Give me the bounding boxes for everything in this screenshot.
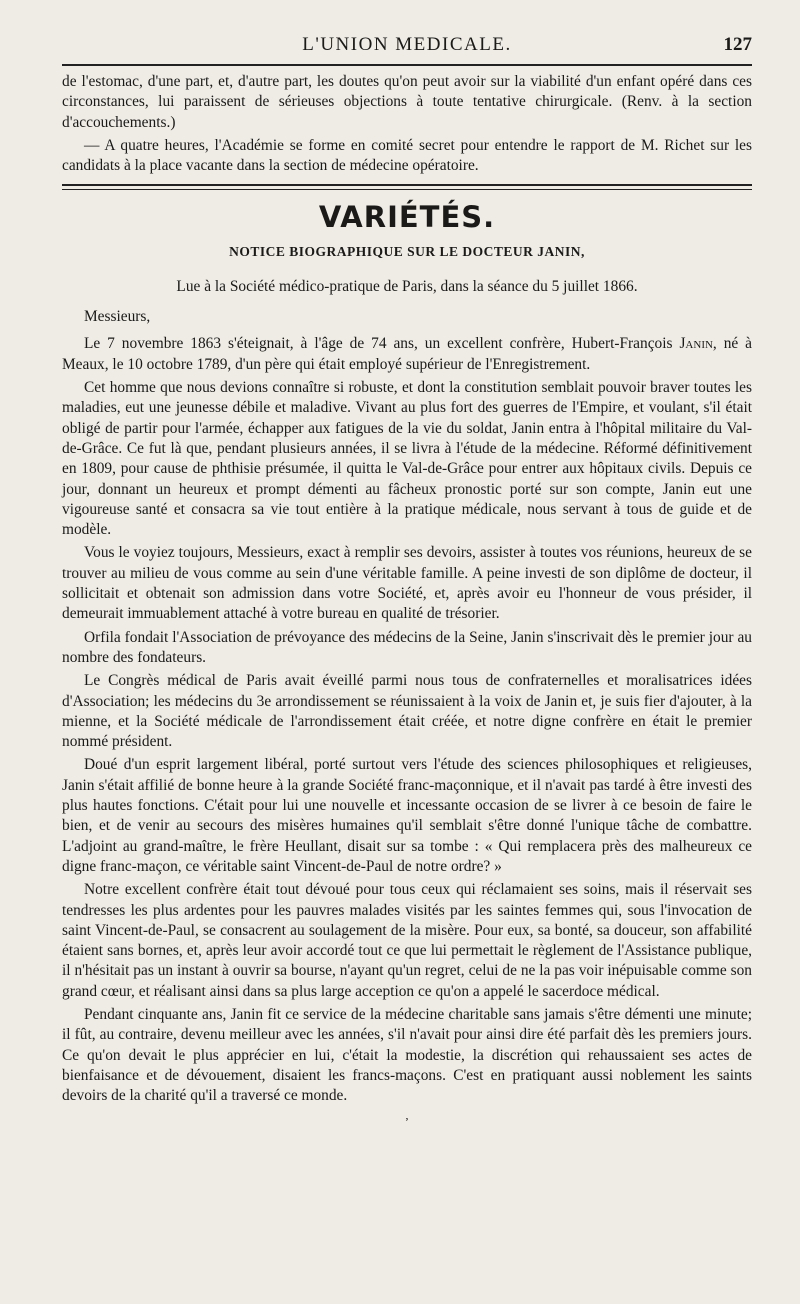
body-paragraph: Cet homme que nous devions connaître si robuste, et dont la constitution semblait pouvoir braver toutes les maladies, eut une jeunesse débile et maladive. Vivant au plus fort des guerres de l'Empire, et voulant, s'il était obligé de partir pour l'armée, échapper aux fatigues de la vie du soldat, Janin entra à l'hôpital militaire du Val-de-Grâce. Ce fut là que, pendant plusieurs années, il se livra à l'étude de la médecine. Réformé définitivement en 1809, pour cause de phthisie présumée, il quitta le Val-de-Grâce pour entrer aux hôpitaux civils. Depuis ce jour, donnant un heureux et prompt démenti au fâcheux pronostic porté sur son compte, Janin eut une vigoureuse santé et consacra sa vie tout entière à la pratique médicale, nous servant à tous de guide et de modèle. [62, 379, 752, 539]
previous-article-paragraph: — A quatre heures, l'Académie se forme en comité secret pour entendre le rapport de M. Richet sur les candidats à la place vacante dans la section de médecine opératoire. [62, 136, 752, 175]
body-paragraph: Le Congrès médical de Paris avait éveillé parmi nous tous de confraternelles et moralisatrices idées d'Association; les médecins du 3e arrondissement se réunissaient à la voix de Janin et, je suis fier d'ajouter, à la mienne, et la Société médicale de l'arrondissement était créée, et notre digne confrère en était le premier nommé président. [62, 672, 752, 751]
header-rule [62, 64, 752, 66]
body-paragraph: Vous le voyiez toujours, Messieurs, exact à remplir ses devoirs, assister à toutes vos réunions, heureux de se trouver au milieu de vous comme au sein d'une véritable famille. A peine investi de son diplôme de docteur, il sollicitait et obtenait son admission dans votre Société, et, après avoir eu l'honneur de vous présider, il demeurait immuablement attaché à votre bureau en qualité de trésorier. [62, 544, 752, 623]
section-title: VARIÉTÉS. [318, 200, 496, 235]
body-paragraph: Orfila fondait l'Association de prévoyance des médecins de la Seine, Janin s'inscrivait dès le premier jour au nombre des fondateurs. [62, 628, 752, 666]
page-number: 127 [723, 34, 752, 55]
end-mark: , [405, 1108, 409, 1123]
previous-article-paragraph: de l'estomac, d'une part, et, d'autre part, les doutes qu'on peut avoir sur la viabilité d'un enfant opéré dans ces circonstances, lui paraissent de sérieuses objections à toute tentative chirurgicale. (Renv. à la section d'accouchements.) [62, 73, 752, 131]
running-head [62, 30, 752, 64]
body-paragraph: Doué d'un esprit largement libéral, porté surtout vers l'étude des sciences philosophiques et religieuses, Janin s'était affilié de bonne heure à la grande Société franc-maçonnique, et il n'avait pas tardé à être investi des plus hautes fonctions. C'était pour lui une nouvelle et incessante occasion de se livrer à ce besoin de faire le bien, et de venir au secours des misères humaines qu'il semblait s'être donné l'unique tâche de combattre. L'adjoint au grand-maître, le frère Heullant, disait sur sa tombe : « Qui remplacera près des malheureux ce digne franc-maçon, ce véritable saint Vincent-de-Paul de notre ordre? » [62, 756, 752, 875]
paragraph-text: Le 7 novembre 1863 s'éteignait, à l'âge de 74 ans, un excellent confrère, Hubert-François [84, 335, 680, 353]
section-divider [62, 184, 752, 190]
notice-title: NOTICE BIOGRAPHIQUE SUR LE DOCTEUR JANIN, [229, 244, 585, 260]
salutation: Messieurs, [84, 308, 151, 326]
running-title: L'UNION MEDICALE. [302, 34, 512, 55]
body-paragraph: Notre excellent confrère était tout dévoué pour tous ceux qui réclamaient ses soins, mais il réservait ses tendresses les plus ardentes pour les pauvres malades visités par les saintes femmes qui, sous l'invocation de saint Vincent-de-Paul, se consacrent au soulagement de la misère. Pour eux, sa bonté, sa douceur, son affabilité étaient sans bornes, et, après leur avoir accordé tout ce que lui permettait le règlement de l'Assistance publique, il n'hésitait pas un instant à ouvrir sa bourse, n'ayant qu'un regret, celui de ne la pas voir inépuisable comme son grand cœur, et réalisant ainsi dans sa plus large acception ce qu'on a appelé le sacerdoce médical. [62, 881, 752, 1000]
body-paragraph: Pendant cinquante ans, Janin fit ce service de la médecine charitable sans jamais s'être démenti une minute; il fût, au contraire, devenu meilleur avec les années, s'il n'avait pour ainsi dire été parfait dès les premiers jours. Ce qu'on devait le plus apprécier en lui, c'était la modestie, la discrétion qui rehaussaient ses actes de bienfaisance et de dévouement, disaient les francs-maçons. C'est en pratiquant aussi noblement les saints devoirs de la charité qu'il a traversé ce monde. [62, 1005, 752, 1105]
paragraph-text: , né à Meaux, le 10 octobre 1789, d'un père qui était employé supérieur de l'Enregistrement. [62, 335, 753, 373]
person-name: Janin [679, 335, 713, 353]
journal-page [62, 30, 752, 1280]
read-line: Lue à la Société médico-pratique de Paris, dans la séance du 5 juillet 1866. [176, 278, 638, 296]
body-paragraph [62, 334, 752, 375]
